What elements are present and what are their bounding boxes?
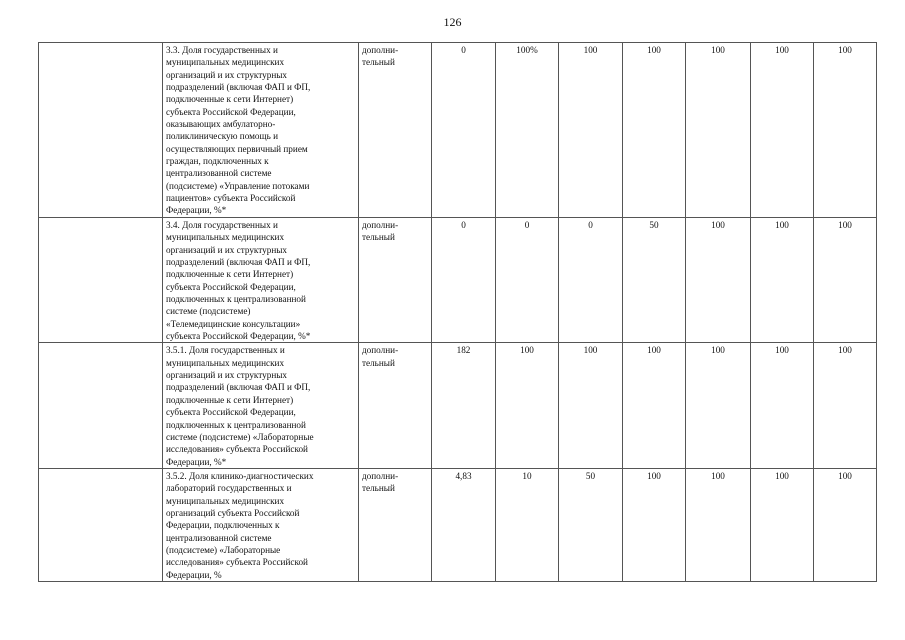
indicator-name-line: субъекта Российской Федерации, [166,281,296,292]
value-cell: 100 [751,343,814,468]
indicator-type-cell [359,343,432,468]
indicator-name-line: лабораторий государственных и [166,483,292,494]
indicator-name-cell [163,43,359,218]
indicator-name-line: субъекта Российской Федерации, [166,407,296,418]
indicator-name-line: исследования» субъекта Российской [166,444,308,455]
indicator-name-line: оказывающих амбулаторно- [166,119,276,130]
indicator-name-line: Федерации, подключенных к [166,520,280,531]
indicator-name-line: муниципальных медицинских [166,57,285,68]
value-cell: 0 [559,218,623,343]
indicator-name-line: (подсистеме) «Управление потоками [166,180,310,191]
indicator-name-line: подключенных к централизованной [166,294,306,305]
value-cell: 100 [686,43,751,218]
value-cell: 100 [686,468,751,581]
value-cell: 100 [751,43,814,218]
indicator-type-line: тельный [362,357,395,368]
indicator-name-line: организаций и их структурных [166,69,288,80]
indicator-name-line: организаций и их структурных [166,370,288,381]
table-body [39,43,877,582]
indicator-type-line: дополни- [362,470,399,481]
indicator-name-line: поликлиническую помощь и [166,131,279,142]
value-cell: 0 [496,218,559,343]
indicator-type-line: тельный [362,483,395,494]
table-row [39,343,877,468]
indicator-name-line: организаций и их структурных [166,244,288,255]
value-cell: 100 [814,343,877,468]
indicator-name-line: субъекта Российской Федерации, [166,106,296,117]
value-cell: 50 [559,468,623,581]
indicator-name-line: Федерации, %* [166,456,227,467]
indicator-name-line: исследования» субъекта Российской [166,557,308,568]
value-cell: 100% [496,43,559,218]
table-row [39,468,877,581]
indicator-type-line: тельный [362,57,395,68]
value-cell: 100 [686,343,751,468]
value-cell: 10 [496,468,559,581]
empty-cell [39,43,163,218]
indicator-name-cell [163,343,359,468]
indicator-name-line: подразделений (включая ФАП и ФП, [166,257,311,268]
indicator-name-line: организаций субъекта Российской [166,507,300,518]
indicator-name-line: 3.4. Доля государственных и [166,220,278,230]
indicator-type-line: дополни- [362,45,399,55]
value-cell: 100 [623,468,686,581]
indicator-type-cell [359,468,432,581]
value-cell: 4,83 [432,468,496,581]
indicator-name-line: системе (подсистеме) [166,306,251,317]
indicator-name-line: централизованной системе [166,532,272,543]
indicator-name-line: подразделений (включая ФАП и ФП, [166,382,311,393]
value-cell: 100 [496,343,559,468]
indicator-name-line: 3.5.1. Доля государственных и [166,345,285,356]
value-cell: 182 [432,343,496,468]
indicator-type-line: тельный [362,232,395,243]
empty-cell [39,343,163,468]
indicators-table [38,42,877,582]
indicator-name-line: муниципальных медицинских [166,357,285,368]
indicator-name-line: системе (подсистеме) «Лабораторные [166,431,314,442]
value-cell: 100 [623,343,686,468]
value-cell: 100 [559,43,623,218]
value-cell: 100 [814,468,877,581]
value-cell: 100 [751,218,814,343]
value-cell: 100 [814,218,877,343]
indicator-type-line: дополни- [362,220,399,230]
indicator-name-line: 3.3. Доля государственных и [166,45,278,55]
indicator-name-line: Федерации, %* [166,205,227,216]
indicator-type-cell [359,43,432,218]
page-number: 126 [443,15,462,29]
indicator-type-cell [359,218,432,343]
indicator-name-line: подключенных к централизованной [166,419,306,430]
value-cell: 0 [432,43,496,218]
value-cell: 100 [623,43,686,218]
indicator-name-cell [163,218,359,343]
indicator-name-line: муниципальных медицинских [166,232,285,243]
indicator-name-line: подключенные к сети Интернет) [166,269,294,280]
indicator-name-cell [163,468,359,581]
indicator-name-line: граждан, подключенных к [166,156,269,167]
indicator-type-line: дополни- [362,345,399,356]
indicator-name-line: 3.5.2. Доля клинико-диагностических [166,470,314,481]
table-row [39,43,877,218]
value-cell: 0 [432,218,496,343]
indicator-name-line: подключенные к сети Интернет) [166,394,294,405]
value-cell: 100 [751,468,814,581]
indicator-name-line: (подсистеме) «Лабораторные [166,544,281,555]
value-cell: 100 [814,43,877,218]
value-cell: 100 [686,218,751,343]
indicator-name-line: субъекта Российской Федерации, %* [166,331,311,342]
table-row [39,218,877,343]
indicator-name-line: муниципальных медицинских [166,495,285,506]
indicator-name-line: Федерации, % [166,569,222,580]
value-cell: 100 [559,343,623,468]
empty-cell [39,468,163,581]
indicator-name-line: пациентов» субъекта Российской [166,193,296,204]
indicator-name-line: осуществляющих первичный прием [166,143,308,154]
indicator-name-line: «Телемедицинские консультации» [166,318,301,329]
value-cell: 50 [623,218,686,343]
indicator-name-line: централизованной системе [166,168,272,179]
indicator-name-line: подразделений (включая ФАП и ФП, [166,82,311,93]
empty-cell [39,218,163,343]
indicator-name-line: подключенные к сети Интернет) [166,94,294,105]
